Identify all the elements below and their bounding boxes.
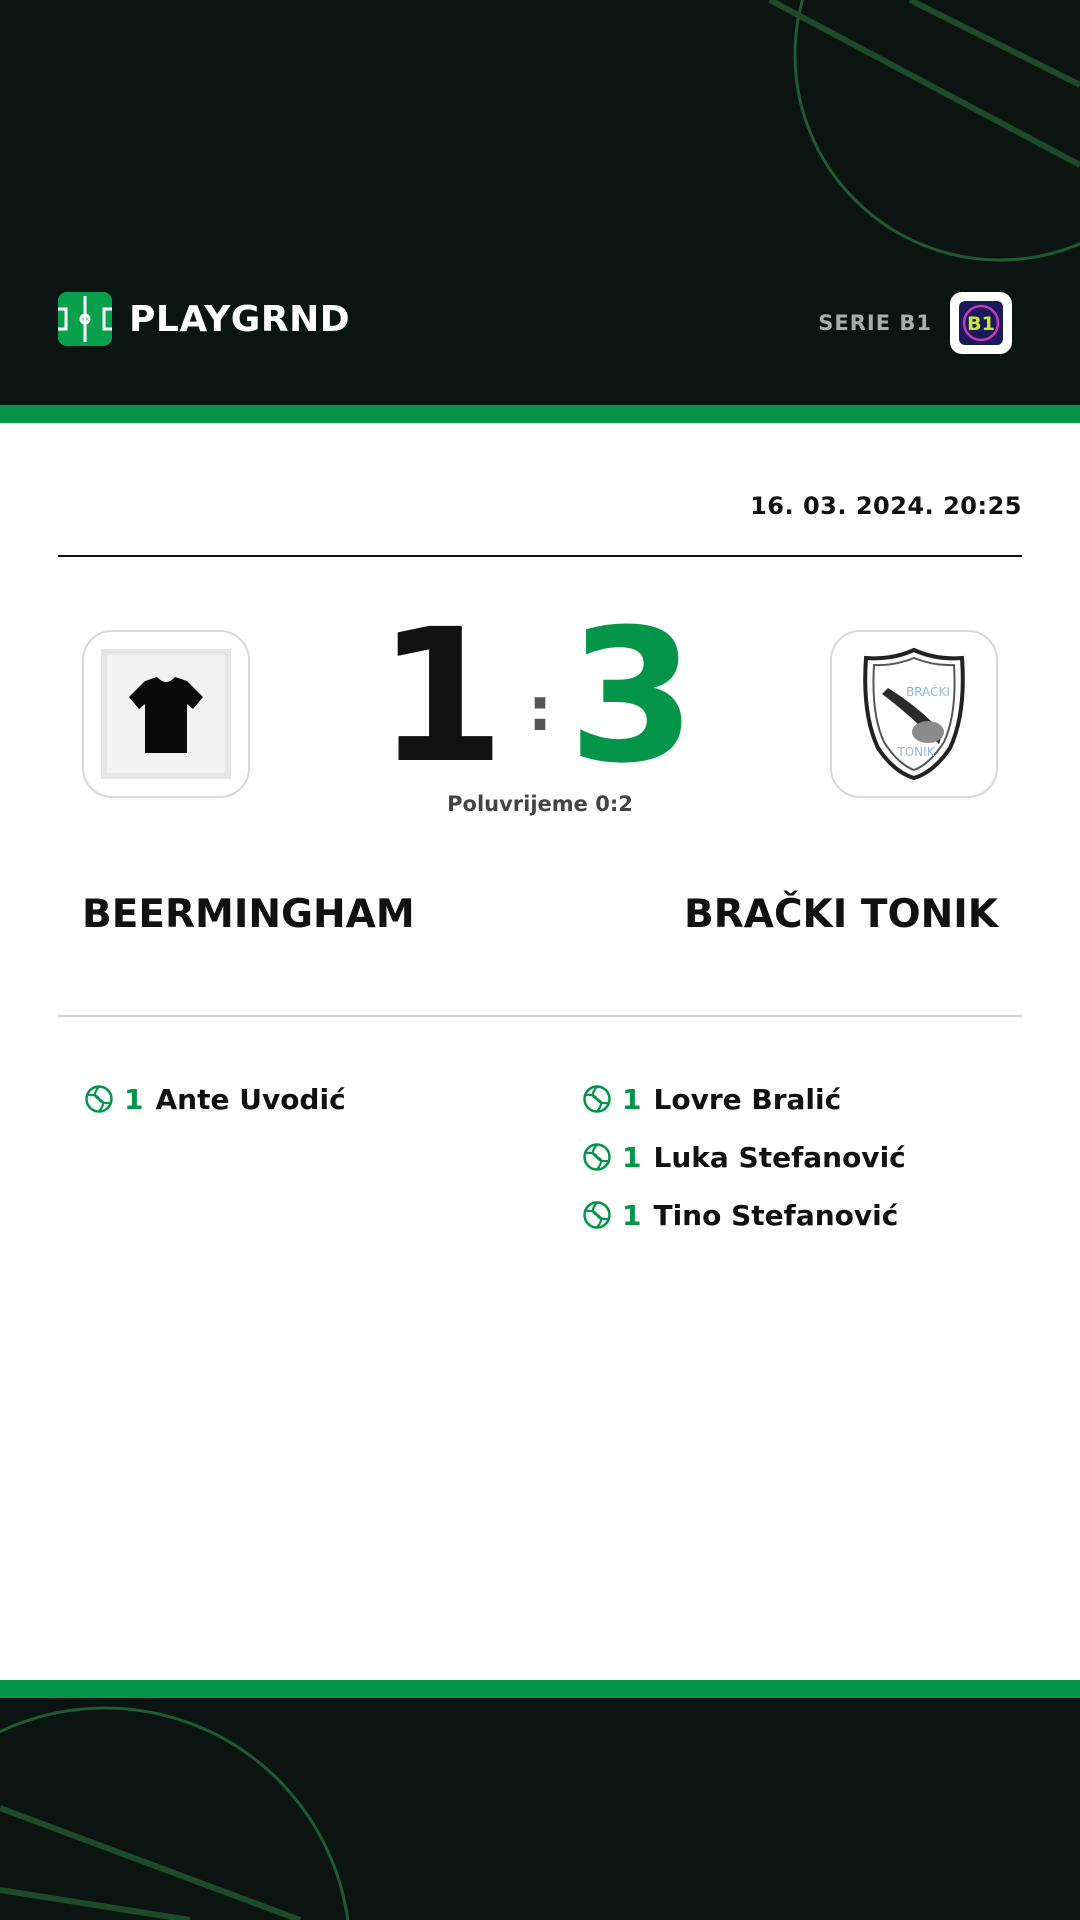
home-team-logo[interactable] [82,630,250,798]
brand-name: PLAYGRND [129,298,351,340]
scorer-item [582,1070,906,1128]
score-separator: : [528,675,552,745]
away-team-name: BRAČKI TONIK [684,892,998,937]
league [818,292,1012,354]
home-team-name: BEERMINGHAM [82,892,415,937]
home-scorers-list [84,1070,346,1128]
player-name: Luka Stefanović [653,1140,906,1174]
league-name: SERIE B1 [818,311,932,335]
pitch-lines-decoration [0,1698,1080,1920]
svg-text:BRAČKI: BRAČKI [906,685,950,699]
footer-band [0,1698,1080,1920]
shirt-icon [99,647,233,781]
match-datetime: 16. 03. 2024. 20:25 [750,492,1022,520]
svg-text:TONIK: TONIK [897,745,935,759]
scorer-item [84,1070,346,1128]
shield-crest-icon [854,644,974,784]
ball-icon [582,1084,612,1114]
league-badge [950,292,1012,354]
accent-stripe-bottom [0,1680,1080,1698]
header-band [0,0,1080,405]
player-name: Lovre Bralić [653,1082,842,1116]
goal-count: 1 [124,1082,144,1116]
league-logo-icon [957,299,1005,347]
halftime-score: Poluvrijeme 0:2 [447,792,633,816]
goal-count: 1 [622,1198,642,1232]
home-score: 1 [376,590,505,804]
ball-icon [582,1200,612,1230]
away-team-logo[interactable] [830,630,998,798]
scorer-item [582,1128,906,1186]
goal-count: 1 [622,1082,642,1116]
scorer-item [582,1186,906,1244]
goal-count: 1 [622,1140,642,1174]
ball-icon [582,1142,612,1172]
accent-stripe-top [0,405,1080,423]
svg-text:B1: B1 [967,313,995,335]
divider [58,555,1022,557]
ball-icon [84,1084,114,1114]
pitch-icon [58,292,112,346]
away-score: 3 [568,590,697,804]
away-scorers-list [582,1070,906,1244]
divider [58,1015,1022,1017]
player-name: Ante Uvodić [155,1082,346,1116]
brand [58,292,350,346]
player-name: Tino Stefanović [653,1198,899,1232]
